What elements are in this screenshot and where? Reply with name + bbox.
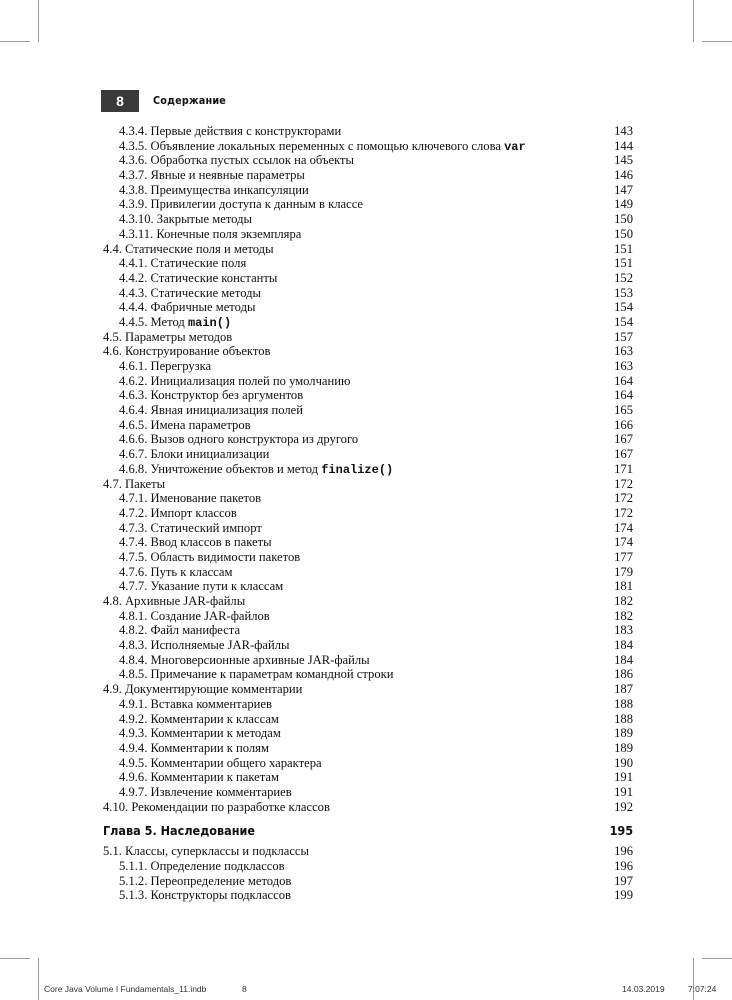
toc-entry-title <box>119 874 291 889</box>
toc-entry-title <box>119 565 232 580</box>
toc-entry-title <box>119 462 393 478</box>
toc-entry-text: 5.1.1. Определение подклассов <box>119 859 285 873</box>
toc-entry-text: 4.6.1. Перегрузка <box>119 359 212 373</box>
toc-entry-title <box>119 359 211 374</box>
toc-entry-text: 4.7.1. Именование пакетов <box>119 491 262 506</box>
toc-entry-text: 4.9.4. Комментарии к полям <box>119 740 269 755</box>
toc-entry-code: var <box>504 139 526 154</box>
footer-filename: Core Java Volume I Fundamentals_11.indb <box>44 984 207 994</box>
toc-entry-title <box>103 242 274 257</box>
toc-entry-text: 4.3.10. Закрытые методы <box>119 212 252 227</box>
toc-entry-title <box>119 286 261 301</box>
toc-entry[interactable] <box>103 212 633 227</box>
toc-entry-text: 4.8.2. Файл манифеста <box>119 623 241 638</box>
toc-entry[interactable] <box>103 609 633 624</box>
toc-entry[interactable] <box>103 756 633 771</box>
toc-entry-page: 152 <box>614 270 633 285</box>
toc-entry-text: 4.10. Рекомендации по разработке классов <box>103 799 330 814</box>
crop-mark <box>693 0 694 42</box>
toc-entry-title <box>119 315 231 331</box>
toc-entry-title <box>119 506 237 521</box>
toc-entry-title <box>119 124 341 139</box>
toc-entry-page: 196 <box>614 844 633 859</box>
toc-entry-text: 4.3.9. Привилегии доступа к данным в классе <box>119 197 364 212</box>
toc-entry-title <box>119 432 358 447</box>
toc-entry-text: 4.7. Пакеты <box>103 476 166 491</box>
toc-entry[interactable] <box>103 623 633 638</box>
toc-entry-title <box>119 623 240 638</box>
toc-entry-page: 174 <box>614 520 633 535</box>
toc-entry-title <box>119 859 285 874</box>
toc-entry-title <box>103 844 309 859</box>
toc-entry-page: 172 <box>614 505 633 520</box>
toc-entry-text: 4.6.2. Инициализация полей по умолчанию <box>119 373 351 388</box>
toc-entry[interactable] <box>103 506 633 521</box>
toc-entry-text: 4.6.7. Блоки инициализации <box>119 447 270 462</box>
toc-entry-text: 4.7.4. Ввод классов в пакеты <box>119 535 272 550</box>
toc-entry-text: 4.6.4. Явная инициализация полей <box>119 403 303 418</box>
toc-entry[interactable] <box>103 256 633 271</box>
toc-entry-title <box>119 212 252 227</box>
toc-entry-page: 171 <box>614 461 633 476</box>
toc-entry-text: 4.8. Архивные JAR-файлы <box>103 594 246 608</box>
toc-entry-title <box>103 344 270 359</box>
toc-entry-page: 145 <box>614 153 633 168</box>
toc-entry-page: 181 <box>614 579 633 594</box>
toc-entry-page: 196 <box>614 859 633 873</box>
toc-entry-title <box>119 697 272 712</box>
toc-entry-text: 4.7.5. Область видимости пакетов <box>119 549 301 564</box>
toc-entry-text: 4.8.3. Исполняемые JAR-файлы <box>119 638 290 653</box>
crop-mark <box>0 41 30 42</box>
toc-entry-title <box>119 168 305 183</box>
toc-entry[interactable] <box>103 653 633 668</box>
toc-entry-page: 179 <box>614 564 633 579</box>
toc-entry[interactable] <box>103 638 633 653</box>
toc-entry-text: 4.3.4. Первые действия с конструкторами <box>119 124 342 138</box>
toc-entry-title <box>119 726 281 741</box>
toc-entry-text: 4.9.2. Комментарии к классам <box>119 711 279 726</box>
toc-entry[interactable] <box>103 300 633 315</box>
toc-entry-text: 4.3.6. Обработка пустых ссылок на объекты <box>119 153 354 168</box>
toc-entry[interactable] <box>103 227 633 242</box>
toc-entry-text: 4.4.1. Статические поля <box>119 256 247 271</box>
toc-entry[interactable] <box>103 521 633 536</box>
toc-entry-page: 184 <box>614 638 633 653</box>
toc-entry-page: 167 <box>614 447 633 462</box>
crop-mark <box>702 41 732 42</box>
toc-entry-title <box>119 227 301 242</box>
toc-entry-text: 4.6.6. Вызов одного конструктора из другого <box>119 432 359 447</box>
toc-entry[interactable] <box>103 124 633 139</box>
toc-entry-title <box>119 197 363 212</box>
toc-entry-title <box>119 770 279 785</box>
running-header <box>101 90 641 112</box>
toc-entry[interactable] <box>103 139 633 154</box>
toc-entry-text: 4.9.3. Комментарии к методам <box>119 726 281 741</box>
toc-entry-title <box>119 785 292 800</box>
toc-entry-text: 4.7.6. Путь к классам <box>119 564 233 579</box>
toc-entry-title <box>119 256 246 271</box>
toc-entry-text: 4.6. Конструирование объектов <box>103 344 271 359</box>
toc-entry-page: 199 <box>614 888 633 903</box>
toc-entry[interactable] <box>103 550 633 565</box>
toc-entry-title <box>119 418 251 433</box>
toc-entry-page: 143 <box>614 124 633 138</box>
toc-entry[interactable] <box>103 447 633 462</box>
toc-entry-title <box>119 388 303 403</box>
toc-entry-text: 4.7.7. Указание пути к классам <box>119 579 284 594</box>
toc-entry[interactable] <box>103 579 633 594</box>
toc-entry-page: 183 <box>614 623 633 638</box>
toc-entry-page: 172 <box>614 491 633 506</box>
toc-entry-text: 5.1.3. Конструкторы подклассов <box>119 888 291 903</box>
toc-entry[interactable] <box>103 712 633 727</box>
toc-entry-text: 4.9.5. Комментарии общего характера <box>119 755 322 770</box>
toc-entry-page: 177 <box>614 549 633 564</box>
toc-entry-text: 4.6.5. Имена параметров <box>119 417 251 432</box>
chapter-title: Глава 5. Наследование <box>103 823 256 839</box>
toc-entry-text: 4.5. Параметры методов <box>103 329 233 344</box>
toc-entry[interactable] <box>103 462 633 477</box>
toc-entry[interactable] <box>103 726 633 741</box>
toc-entry-title <box>119 712 279 727</box>
toc-entry-text: 4.4.4. Фабричные методы <box>119 300 256 315</box>
toc-entry-page: 197 <box>614 873 633 888</box>
toc-entry-page: 146 <box>614 168 633 183</box>
toc-entry-title <box>119 741 269 756</box>
toc-entry[interactable] <box>103 535 633 550</box>
toc-entry[interactable] <box>103 697 633 712</box>
toc-entry-title <box>119 153 354 168</box>
print-footer <box>0 984 732 996</box>
toc-entry[interactable] <box>103 388 633 403</box>
toc-entry-title <box>119 756 322 771</box>
toc-entry-text: 4.6.8. Уничтожение объектов и метод <box>119 461 322 476</box>
toc-entry-title <box>119 609 270 624</box>
toc-entry-page: 172 <box>614 476 633 491</box>
footer-page: 8 <box>242 984 247 994</box>
toc-entry-title <box>119 535 272 550</box>
toc-entry-page: 189 <box>614 726 633 741</box>
toc-entry-text: 4.8.5. Примечание к параметрам командной строки <box>119 667 394 682</box>
toc-entry-title <box>119 667 394 682</box>
crop-mark <box>0 958 30 959</box>
toc-entry[interactable] <box>103 315 633 330</box>
toc-entry[interactable] <box>103 432 633 447</box>
toc-entry-page: 166 <box>614 417 633 432</box>
toc-entry-page: 188 <box>614 696 633 711</box>
toc-entry-page: 154 <box>614 300 633 315</box>
toc-entry-title <box>119 447 269 462</box>
toc-entry-page: 147 <box>614 182 633 197</box>
toc-entry[interactable] <box>103 344 633 359</box>
toc-entry-title <box>119 300 255 315</box>
toc-entry[interactable] <box>103 477 633 492</box>
toc-entry-text: 4.8.1. Создание JAR-файлов <box>119 608 270 623</box>
toc-entry-page: 157 <box>614 329 633 344</box>
toc-entry-text: 4.9.1. Вставка комментариев <box>119 696 272 711</box>
toc-entry-page: 154 <box>614 314 633 329</box>
toc-entry-title <box>119 550 300 565</box>
toc-entry-page: 187 <box>614 682 633 697</box>
toc-entry-title <box>119 374 350 389</box>
toc-entry-page: 144 <box>614 138 633 153</box>
toc-entry[interactable] <box>103 153 633 168</box>
toc-entry-title <box>103 330 232 345</box>
toc-entry[interactable] <box>103 667 633 682</box>
toc-entry[interactable] <box>103 359 633 374</box>
toc-entry[interactable] <box>103 491 633 506</box>
toc-entry-title <box>119 271 277 286</box>
toc-entry-text: 4.3.11. Конечные поля экземпляра <box>119 226 302 241</box>
toc-entry-title <box>103 477 165 492</box>
toc-entry-text: 4.7.2. Импорт классов <box>119 505 237 520</box>
toc-entry-page: 190 <box>614 755 633 770</box>
footer-date: 14.03.2019 <box>622 984 665 994</box>
footer-time: 7:07:24 <box>688 984 717 994</box>
toc-entry[interactable] <box>103 330 633 345</box>
toc-entry[interactable] <box>103 888 633 903</box>
page-number-badge: 8 <box>101 90 139 112</box>
toc-entry-text: 4.9.6. Комментарии к пакетам <box>119 770 279 785</box>
toc-entry[interactable] <box>103 800 633 815</box>
toc-entry-page: 163 <box>614 344 633 359</box>
toc-entry-code: main() <box>187 315 232 330</box>
toc-entry-text: 4.4.3. Статические методы <box>119 285 262 300</box>
toc-entry[interactable] <box>103 403 633 418</box>
toc-entry-title <box>119 521 262 536</box>
toc-entry[interactable] <box>103 770 633 785</box>
toc-entry[interactable] <box>103 844 633 859</box>
toc-entry[interactable] <box>103 565 633 580</box>
toc-entry-text: 5.1. Классы, суперклассы и подклассы <box>103 844 309 859</box>
crop-mark <box>38 0 39 42</box>
toc-entry[interactable] <box>103 418 633 433</box>
toc-entry-page: 188 <box>614 711 633 726</box>
toc-entry[interactable] <box>103 271 633 286</box>
table-of-contents <box>103 124 633 903</box>
toc-entry-text: 4.8.4. Многоверсионные архивные JAR-файлы <box>119 652 370 667</box>
toc-entry-page: 151 <box>614 256 633 271</box>
toc-entry[interactable] <box>103 874 633 889</box>
toc-entry-page: 189 <box>614 740 633 755</box>
toc-entry-text: 4.7.3. Статический импорт <box>119 520 262 535</box>
toc-entry-text: 4.6.3. Конструктор без аргументов <box>119 388 304 403</box>
toc-entry-page: 191 <box>614 784 633 799</box>
toc-entry[interactable] <box>103 859 633 874</box>
toc-entry[interactable] <box>103 183 633 198</box>
toc-entry-text: 4.4. Статические поля и методы <box>103 241 274 256</box>
toc-entry-title <box>119 403 303 418</box>
toc-entry-page: 153 <box>614 285 633 300</box>
toc-entry[interactable] <box>103 741 633 756</box>
toc-entry[interactable] <box>103 286 633 301</box>
toc-entry-code: finalize() <box>321 462 394 477</box>
toc-entry-page: 150 <box>614 226 633 241</box>
toc-entry-page: 174 <box>614 535 633 550</box>
toc-entry-title <box>119 139 526 155</box>
toc-entry-page: 151 <box>614 241 633 256</box>
toc-entry-title <box>119 579 283 594</box>
toc-entry-page: 184 <box>614 652 633 667</box>
chapter-heading[interactable] <box>103 820 633 842</box>
toc-entry-page: 163 <box>614 359 633 373</box>
toc-entry-title <box>119 653 370 668</box>
toc-entry[interactable] <box>103 242 633 257</box>
toc-entry-text: 4.3.8. Преимущества инкапсуляции <box>119 182 309 197</box>
toc-entry[interactable] <box>103 682 633 697</box>
toc-entry-page: 165 <box>614 403 633 418</box>
toc-entry-title <box>119 638 289 653</box>
toc-entry-text: 4.3.5. Объявление локальных переменных с помощью ключевого слова <box>119 138 505 153</box>
running-header-title: Содержание <box>153 94 227 107</box>
toc-entry-page: 164 <box>614 388 633 403</box>
toc-entry-page: 191 <box>614 770 633 785</box>
toc-entry-title <box>103 682 302 697</box>
toc-entry[interactable] <box>103 374 633 389</box>
chapter-page: 195 <box>609 823 633 839</box>
toc-entry-text: 4.4.5. Метод <box>119 314 188 329</box>
toc-entry-page: 164 <box>614 373 633 388</box>
toc-entry[interactable] <box>103 168 633 183</box>
toc-entry-text: 4.4.2. Статические константы <box>119 270 278 285</box>
toc-entry[interactable] <box>103 594 633 609</box>
toc-entry-title <box>103 594 245 609</box>
toc-entry-page: 182 <box>614 594 633 608</box>
toc-entry-page: 167 <box>614 432 633 447</box>
toc-entry-text: 4.9. Документирующие комментарии <box>103 682 303 697</box>
toc-entry-text: 5.1.2. Переопределение методов <box>119 873 292 888</box>
toc-entry-page: 192 <box>614 799 633 814</box>
toc-entry[interactable] <box>103 197 633 212</box>
toc-entry-title <box>103 800 330 815</box>
toc-entry-title <box>119 183 309 198</box>
toc-entry[interactable] <box>103 785 633 800</box>
toc-entry-text: 4.9.7. Извлечение комментариев <box>119 784 292 799</box>
toc-entry-page: 150 <box>614 212 633 227</box>
toc-entry-text: 4.3.7. Явные и неявные параметры <box>119 168 305 183</box>
toc-entry-page: 182 <box>614 608 633 623</box>
toc-entry-title <box>119 888 291 903</box>
crop-mark <box>702 958 732 959</box>
toc-entry-page: 149 <box>614 197 633 212</box>
toc-entry-page: 186 <box>614 667 633 682</box>
toc-entry-title <box>119 491 261 506</box>
